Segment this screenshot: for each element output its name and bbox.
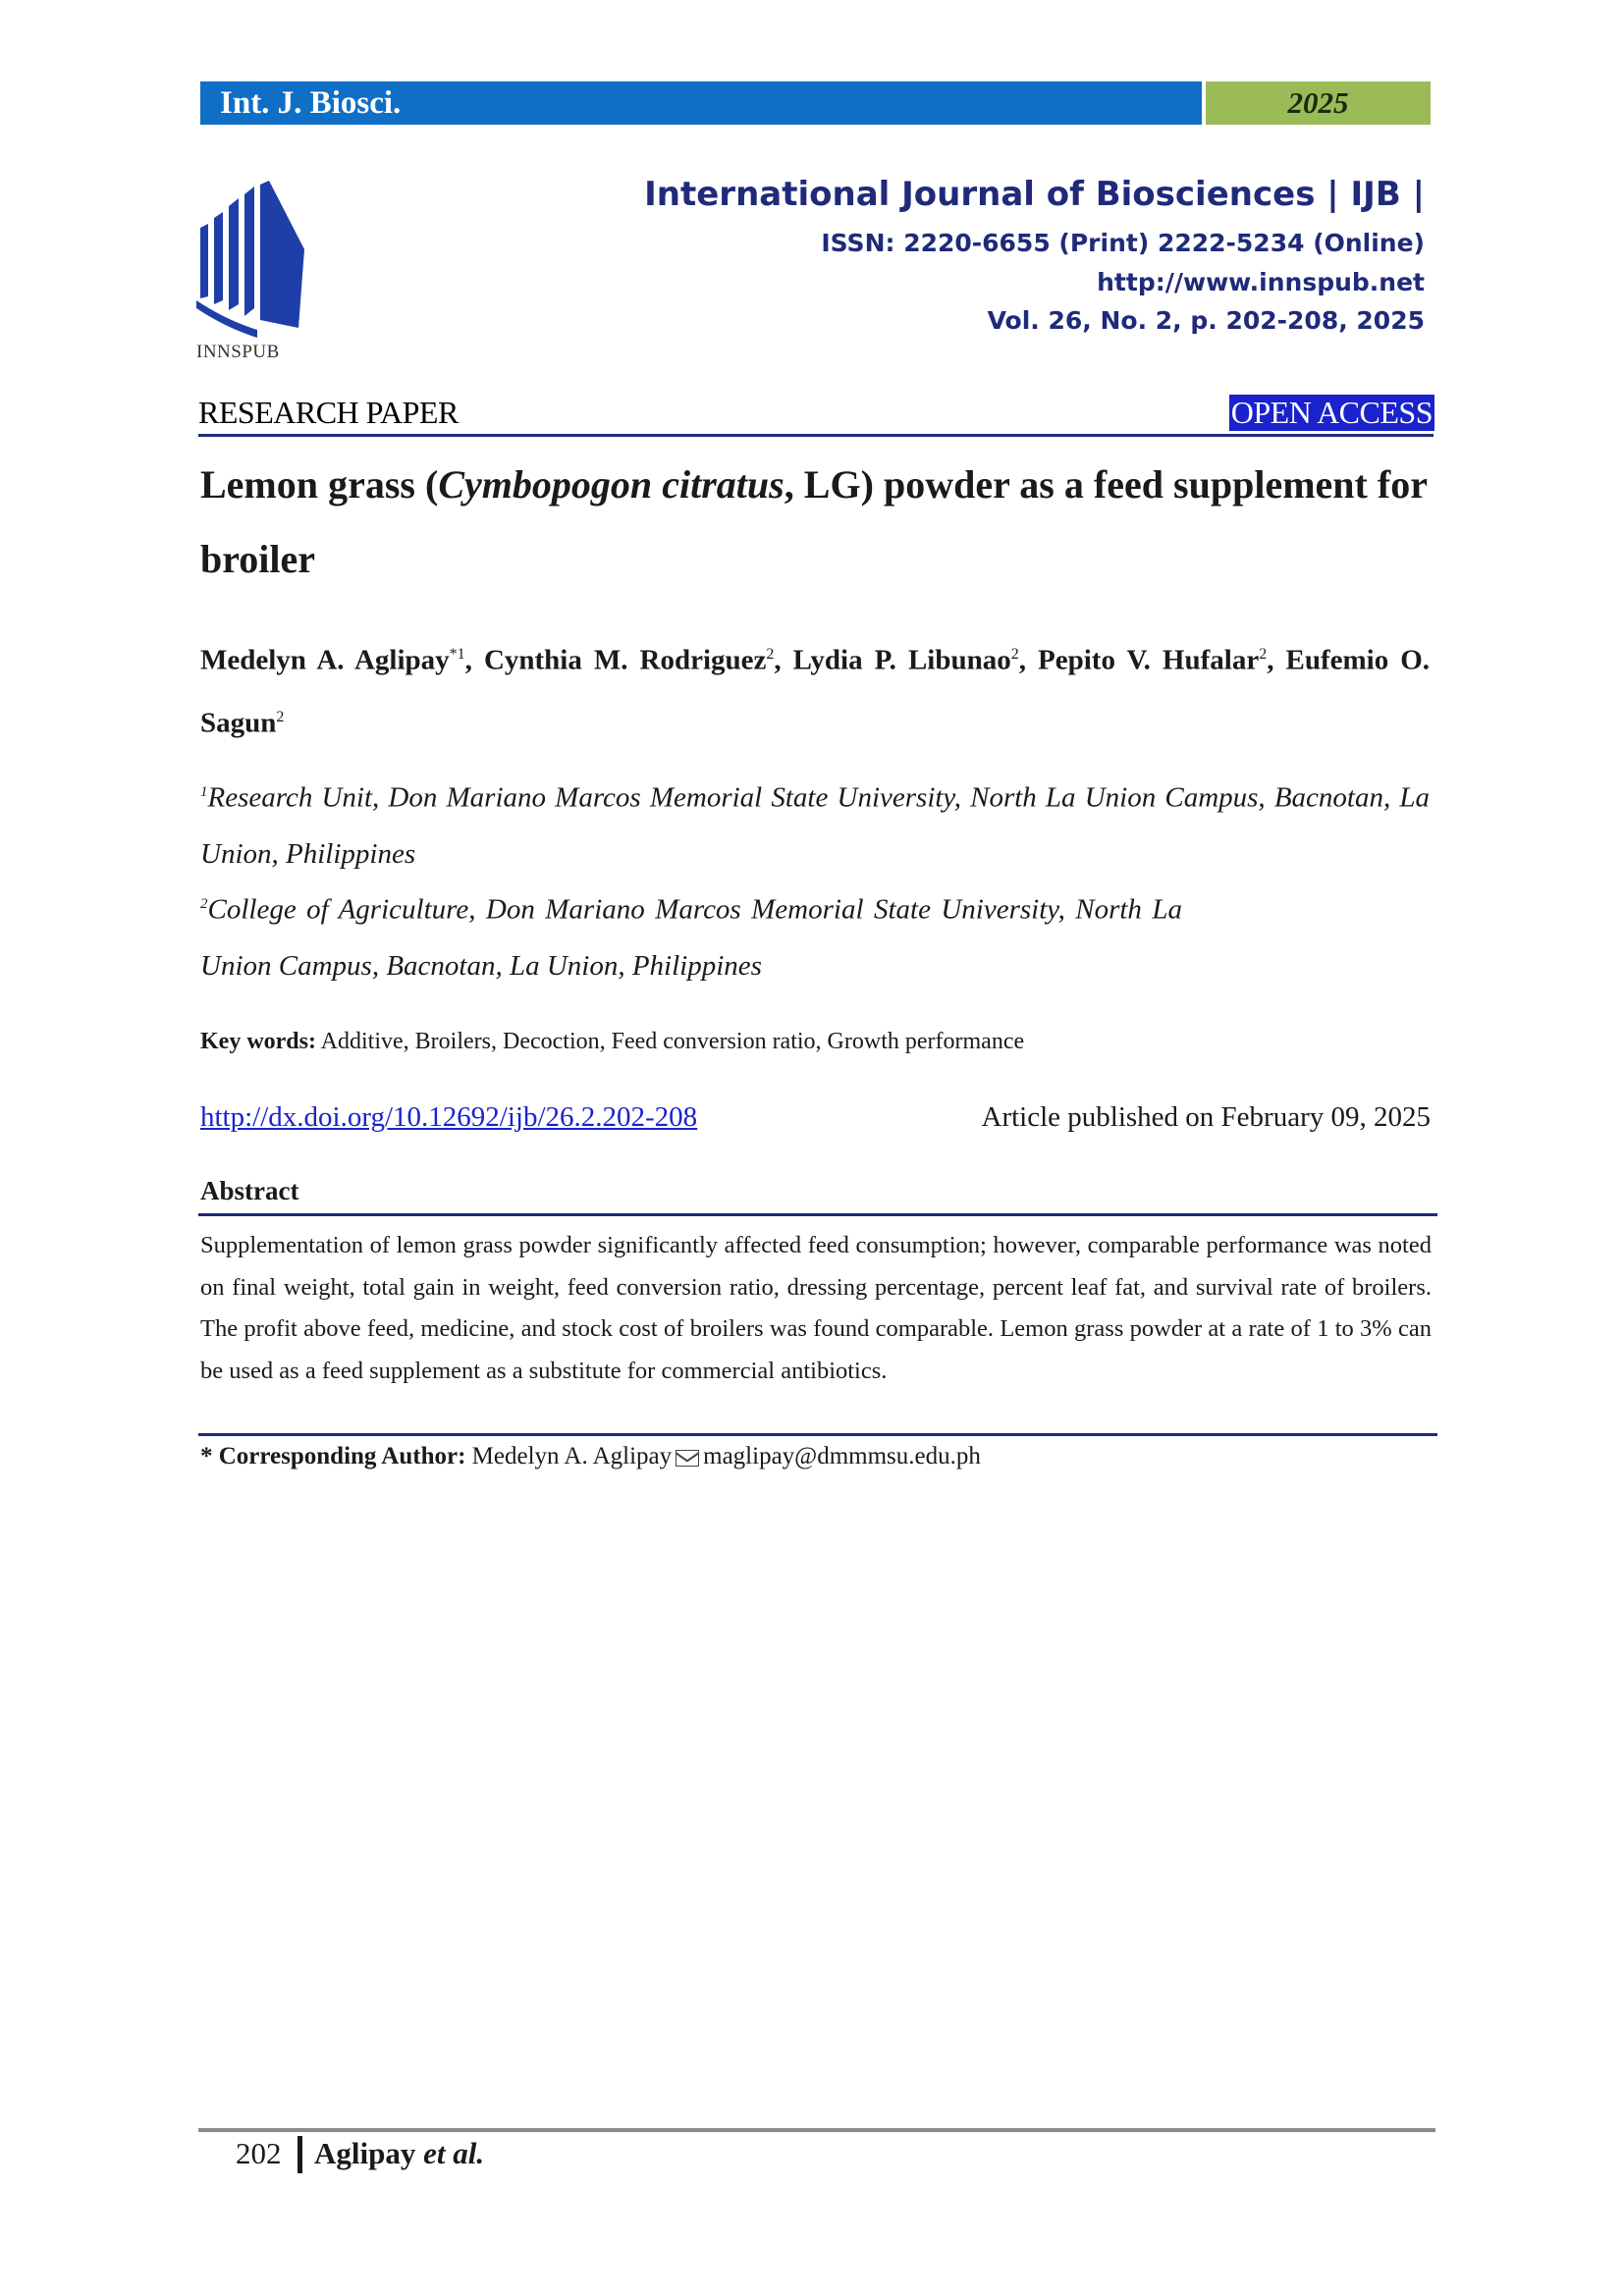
journal-volume: Vol. 26, No. 2, p. 202-208, 2025 xyxy=(987,306,1425,335)
published-date: Article published on February 09, 2025 xyxy=(981,1101,1431,1133)
keywords-label: Key words: xyxy=(200,1029,316,1054)
corresponding-name: Medelyn A. Aglipay xyxy=(471,1443,673,1469)
banner-year: 2025 xyxy=(1287,85,1349,120)
title-part1: Lemon grass ( xyxy=(200,462,439,507)
affiliation-1 xyxy=(200,765,1430,882)
abstract-top-rule xyxy=(198,1213,1437,1216)
author-mark: 2 xyxy=(276,708,285,725)
affiliation-text: Research Unit, Don Mariano Marcos Memorial State University, North La Union Campus, Bacnotan, La Union, Philippines xyxy=(200,781,1430,870)
footer-rule xyxy=(198,2128,1435,2132)
author-list: Medelyn A. Aglipay$^{*1}$, Cynthia M. Rodriguez$^2$, Lydia P. Libunao$^2$, Pepito V. Hufalar$^2$, Eufemio O. Sagun$^2$ xyxy=(200,644,1431,739)
title-part2: , LG) powder as a feed supplement for broiler xyxy=(200,462,1428,581)
author-mark: 2 xyxy=(1259,646,1268,663)
logo-text: INNSPUB xyxy=(196,342,280,362)
affiliation-mark: 2 xyxy=(200,896,208,912)
author-mark: 2 xyxy=(1010,646,1019,663)
corresponding-email[interactable]: maglipay@dmmmsu.edu.ph xyxy=(703,1443,981,1469)
journal-url[interactable]: http://www.innspub.net xyxy=(1097,268,1425,296)
author-name: Cynthia M. Rodriguez xyxy=(483,644,767,676)
affiliation-text: College of Agriculture, Don Mariano Marcos Memorial State University, North La Union Campus, Bacnotan, La Union, Philippines xyxy=(200,893,1182,982)
title-species: Cymbopogon citratus xyxy=(438,462,784,507)
journal-title: International Journal of Biosciences | IJB | xyxy=(644,175,1425,214)
corresponding-author xyxy=(200,1443,981,1470)
keywords xyxy=(200,1029,1024,1055)
banner-journal-short: Int. J. Biosci. xyxy=(220,85,402,121)
affiliation-2 xyxy=(200,877,1182,994)
open-access-badge: OPEN ACCESS xyxy=(1230,395,1433,430)
innspub-book-logo-icon xyxy=(196,181,314,367)
journal-issn: ISSN: 2220-6655 (Print) 2222-5234 (Online) xyxy=(821,229,1425,257)
affiliation-mark: 1 xyxy=(200,784,208,800)
paper-title xyxy=(200,448,1428,597)
abstract-body: Supplementation of lemon grass powder significantly affected feed consumption; however, comparable performance was noted on final weight, total gain in weight, feed conversion ratio, dressing percentage, percent leaf fat, and survival rate of broilers. The profit above feed, medicine, and stock cost of broilers was found comparable. Lemon grass powder at a rate of 1 to 3% can be used as a feed supplement as a substitute for commercial antibiotics. xyxy=(200,1232,1432,1384)
abstract-bottom-rule xyxy=(198,1433,1437,1436)
author-name: Eufemio O. Sagun xyxy=(200,644,1431,739)
header-divider xyxy=(198,434,1434,437)
running-author-name: Aglipay xyxy=(314,2136,416,2170)
abstract-heading: Abstract xyxy=(200,1176,299,1205)
keywords-value: Additive, Broilers, Decoction, Feed conversion ratio, Growth performance xyxy=(320,1029,1025,1054)
paper-type: RESEARCH PAPER xyxy=(198,395,459,430)
author-name: Medelyn A. Aglipay xyxy=(200,644,450,676)
doi-link[interactable]: http://dx.doi.org/10.12692/ijb/26.2.202-208 xyxy=(200,1101,698,1133)
corresponding-mark: * xyxy=(200,1443,213,1469)
author-mark: 2 xyxy=(766,646,775,663)
page-number: 202 xyxy=(236,2136,282,2170)
running-author-etal: et al. xyxy=(423,2136,485,2170)
author-mark: *1 xyxy=(449,646,465,663)
footer-separator xyxy=(298,2136,302,2173)
author-name: Lydia P. Libunao xyxy=(792,644,1011,676)
running-author xyxy=(314,2136,484,2171)
corresponding-label: Corresponding Author: xyxy=(218,1443,466,1469)
mail-icon xyxy=(676,1450,699,1467)
author-name: Pepito V. Hufalar xyxy=(1038,644,1260,676)
